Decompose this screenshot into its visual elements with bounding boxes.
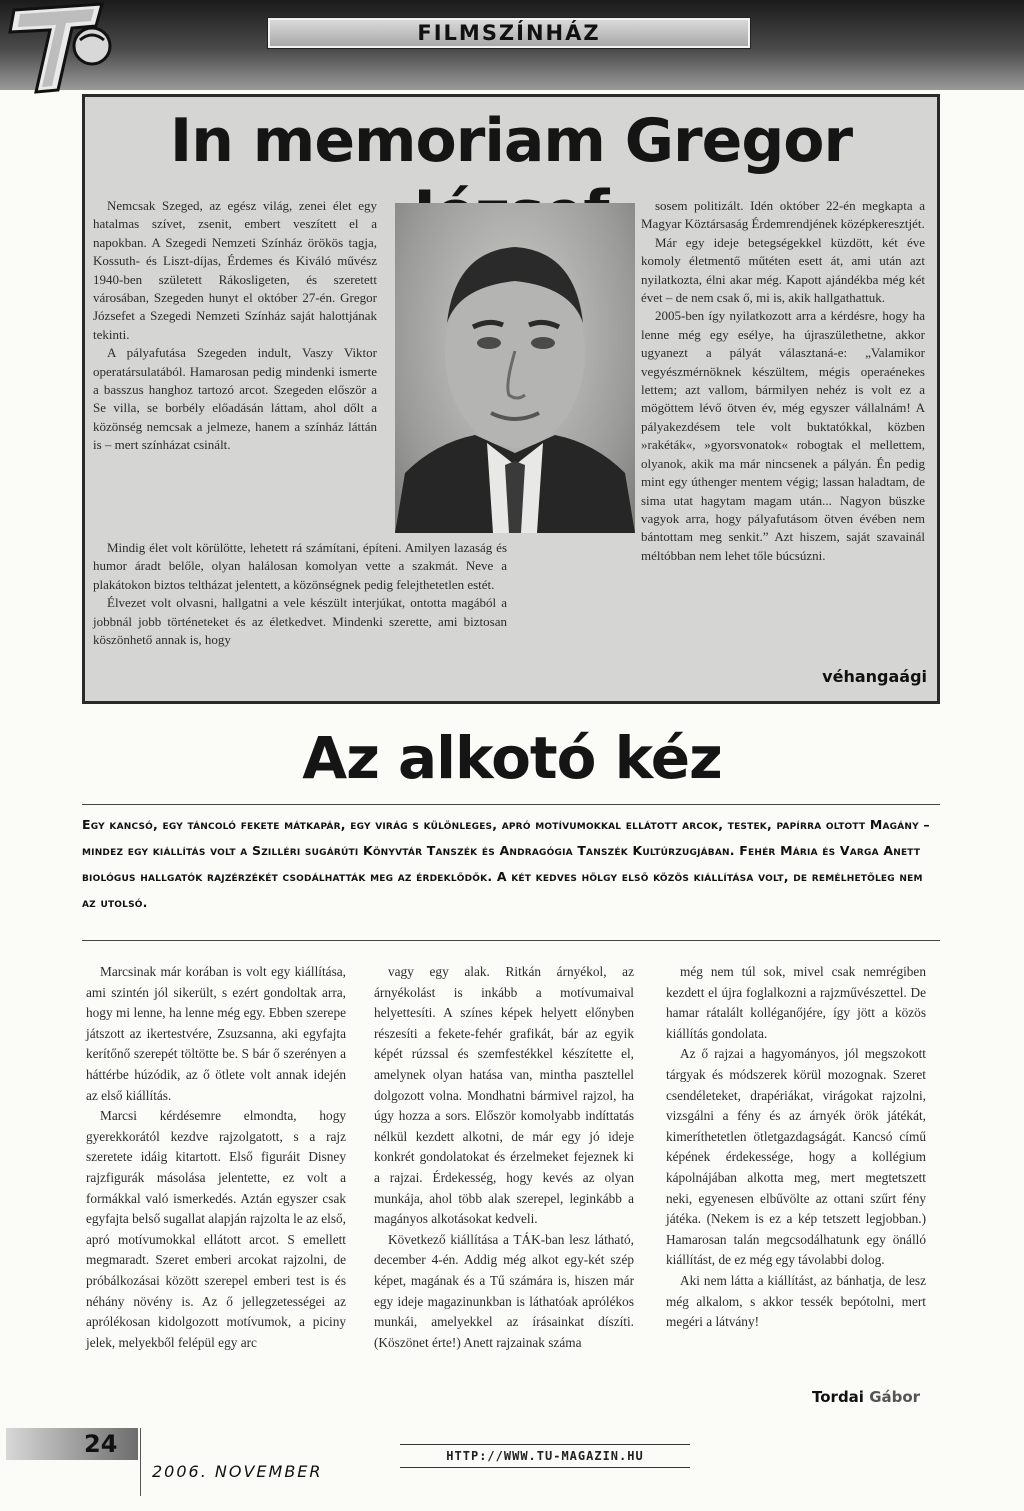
footer-divider [140,1428,141,1496]
paragraph: sosem politizált. Idén október 22-én megkapta a Magyar Köztársaság Érdemrendjének középkeresztjét. [641,198,925,232]
article-column-3 [666,962,926,1333]
paragraph: még nem túl sok, mivel csak nemrégiben kezdett el újra foglalkozni a rajzművészettel. De hamar rátalált kolléganőjére, így jött a közös kiállítás gondolata. [666,964,926,1041]
memoriam-title: In memoriam Gregor [169,106,853,176]
article-column-1 [86,962,346,1353]
memoriam-left-column [93,197,377,455]
paragraph: 2005-ben így nyilatkozott arra a kérdésre, hogy ha lenne még egy esélye, ha újraszülethetne, akkor ugyanezt a pályát választaná-e: „Valamikor vegyészmérnöknek készültem, mégis operaénekes lettem; azt vallom, bármilyen nehéz is volt ez a mögöttem lévő ötven év, még egyszer vállalnám! A pályakezdésem tele volt buktatókkal, közben »rakéták«, »gyorsvonatok« robogtak el mellettem, olyanok, akik ma már nincsenek a pályán. Én pedig mint egy úthenger mentem végig; lassan haladtam, de sima utat hagytam magam után... Nagyon büszke vagyok arra, hogy pályafutásom ötven évében nem bántottam meg senkit.” Azt hiszem, saját szavainál méltóbban nem lehet tőle búcsúzni. [641,308,925,563]
author-last-name: Gábor [869,1388,921,1406]
divider [82,940,940,941]
portrait-photo [395,203,635,533]
page-number: 24 [6,1428,138,1460]
memoriam-bottom-column [93,539,507,649]
paragraph: vagy egy alak. Ritkán árnyékol, az árnyékolást is inkább a motívumaival helyettesíti. A színes képek helyett előnyben részesíti a fekete-fehér grafikát, bár az egyik képét rúzssal és szemfestékkel készítette el, amelynek olyan hatása van, mintha pasztellel dolgozott volna. Mondhatni bármivel rajzol, ha úgy hozza a sors. Először komolyabb indíttatás nélkül kezdett alkotni, de már egy jó ideje konkrét gondolatokat és érzelmeket fejeznek ki a rajzai. Érdekesség, hogy kevés az olyan munkája, ahol több alak szerepel, leginkább a magányos alkotásokat kedveli. [374,964,634,1227]
article-author [812,1388,920,1406]
article-column-2 [374,962,634,1353]
paragraph: Marcsi kérdésemre elmondta, hogy gyerekkorától kezdve rajzolgatott, s a rajz szeretete idáig kitartott. Első figuráit Disney rajzfigurák másolása jelentette, ez volt a formákkal való ismerkedés. Aztán egyszer csak egyfajta belső sugallat alapján rajzolta le az első, apró motívumokkal ellátott arcot. S emellett megmaradt. Szeret emberi arcokat rajzolni, de próbálkozásai között szerepel emberi test is és néhány növény is. Az ő jellegzetességei az aprólékosan kidolgozott motívumok, a piciny jelek, melyekből felépül egy arc [86,1108,346,1350]
paragraph: Marcsinak már korában is volt egy kiállítása, ami szintén jól sikerült, s ezért gondoltak arra, hogy mi lenne, ha lenne még egy. Ebben szerepe játszott az ikertestvére, Zsuzsanna, aki egyfajta kerítőnő szerepét töltötte be. S bár ő szerényen a háttérbe húzódik, az ő ötlete volt annak idején az első kiállítás. [86,964,346,1103]
paragraph: Nemcsak Szeged, az egész világ, zenei élet egy hatalmas szívet, zsenit, embert veszített el a napokban. A Szegedi Nemzeti Színház örökös tagja, Kossuth- és Liszt-díjas, Érdemes és Kiváló művész 1940-ben született Rákosligeten, és szeretett városában, Szegeden hunyt el október 27-én. Gregor Józsefet a Szegedi Nemzeti Színház saját halottjának tekinti. [93,198,377,342]
issue-date: 2006. NOVEMBER [152,1462,323,1481]
paragraph: Élvezet volt olvasni, hallgatni a vele készült interjúkat, ontotta magából a jobbnál jobb történeteket és az életkedvet. Mindenki szerette, ami biztosan köszönhető annak is, hogy [93,595,507,648]
page-header [0,0,1024,90]
paragraph: A pályafutása Szegeden indult, Vaszy Viktor operatársulatából. Hamarosan pedig mindenki ismerte a basszus hanghoz tartozó arcot. Szegeden először a Se villa, se borbély előadásán láttam, ahol dőlt a közönség nemcsak a jelmeze, hanem a színház láttán is – mert színházat csinált. [93,345,377,453]
tu-logo-icon [6,0,116,94]
paragraph: Már egy ideje betegségekkel küzdött, két éve komoly életmentő műtéten esett át, ami után azt nyilatkozta, élni akar még. Kapott ajándékba még két évet – de nem csak ő, mi is, akik hallgathattuk. [641,234,925,306]
paragraph: Aki nem látta a kiállítást, az bánhatja, de lesz még alkalom, s akkor tessék bepótolni, mert megéri a látvány! [666,1272,926,1330]
memoriam-right-column [641,197,925,565]
article-title: Az alkotó kéz [302,724,722,792]
magazine-url[interactable]: HTTP://WWW.TU-MAGAZIN.HU [400,1444,690,1468]
paragraph: Következő kiállítása a TÁK-ban lesz látható, december 4-én. Addig még alkot egy-két szép képet, magának és a Tű számára is, hiszen már egy ideje magazinunkban is láthatóak aprólékos munkái, amelyekkel az írásainkat díszíti. (Köszönet érte!) Anett rajzainak száma [374,1231,634,1350]
memoriam-author: véhangaági [822,667,927,686]
section-title: FILMSZÍNHÁZ [268,18,750,48]
divider [82,804,940,805]
author-first-name: Tordai [812,1388,864,1406]
paragraph: Mindig élet volt körülötte, lehetett rá számítani, építeni. Amilyen lazaság és humor áradt belőle, olyan halálosan komolyan vette a szakmát. Neve a plakátokon biztos teltházat jelentett, a közönségnek pedig felejthetetlen estét. [93,540,507,592]
portrait-image [395,203,635,533]
memoriam-box [82,94,940,704]
paragraph: Az ő rajzai a hagyományos, jól megszokott tárgyak és módszerek körül mozognak. Szeret csendéleteket, drapériákat, virágokat rajzolni, vizsgálni a fény és az árnyék örök játékát, kimeríthetetlen ötletgazdagságát. Kancsó című képének érdekessége, hogy a kollégium kápolnájában alkotta meg, mert megtetszett neki, egyenesen elbűvölte az ottani szűrt fény játéka. (Nekem is ez a kép tetszett legjobban.) Hamarosan talán megcsodálhatunk egy önálló kiállítást, de ez még egy távolabbi dolog. [666,1046,926,1268]
article-lead: Egy kancsó, egy táncoló fekete mátkapár, egy virág s különleges, apró motívumokkal ellátott arcok, testek, papírra oltott Magány – mindez egy kiállítás volt a Szilléri sugárúti Könyvtár Tanszék és Andragógia Tanszék Kultúrzugjában. Fehér Mária és Varga Anett biológus hallgatók rajzérzékét csodálhatták meg az érdeklődők. A két kedves hölgy első közös kiállítása volt, de remélhetőleg nem az utolsó. [82,817,930,910]
